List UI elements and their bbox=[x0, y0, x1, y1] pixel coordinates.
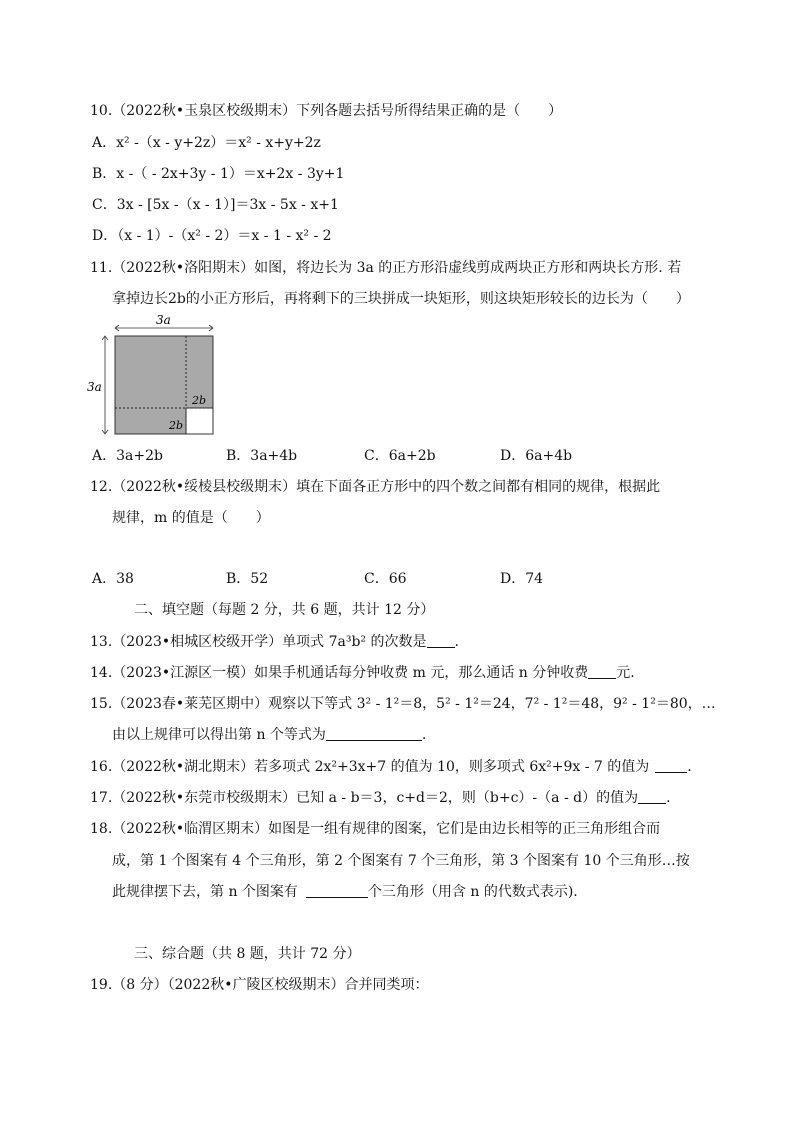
q13-end: . bbox=[454, 634, 459, 650]
q13-blank[interactable] bbox=[427, 633, 455, 648]
label-inner-top-2b: 2b bbox=[192, 394, 207, 407]
q15-text: 由以上规律可以得出第 n 个等式为 bbox=[112, 727, 326, 743]
q13-text: 13.（2023•相城区校级开学）单项式 7a³b² 的次数是 bbox=[90, 634, 427, 650]
q16-blank[interactable] bbox=[655, 758, 687, 773]
q11-option-b: B．3a+4b bbox=[226, 448, 298, 464]
q15-end: . bbox=[421, 727, 427, 743]
q12-line1: 12.（2022秋•绥棱县校级期末）填在下面各正方形中的四个数之间都有相同的规律，根据此 bbox=[90, 479, 661, 495]
q10-stem: 10.（2022秋•玉泉区校级期末）下列各题去括号所得结果正确的是（ ） bbox=[90, 103, 563, 119]
q14-blank[interactable] bbox=[588, 664, 616, 679]
q17-end: . bbox=[666, 790, 671, 806]
q11-line2: 拿掉边长2b的小正方形后，再将剩下的三块拼成一块矩形，则这块矩形较长的边长为（ ） bbox=[112, 291, 690, 307]
q12-option-b: B．52 bbox=[226, 571, 269, 587]
q17-blank[interactable] bbox=[638, 789, 666, 804]
q10-option-c: C．3x - [5x -（x - 1）]＝3x - 5x - x+1 bbox=[92, 197, 339, 213]
section-fill-in-heading: 二、填空题（每题 2 分，共 6 题，共计 12 分） bbox=[134, 602, 435, 618]
q10-option-a: A．x² -（x - y+2z）＝x² - x+y+2z bbox=[92, 135, 321, 151]
q11-option-d: D．6a+4b bbox=[500, 448, 573, 464]
q12-line2: 规律，m 的值是（ ） bbox=[112, 510, 270, 526]
q18-line3 bbox=[90, 882, 578, 902]
q18-line1: 18.（2022秋•临渭区期末）如图是一组有规律的图案，它们是由边长相等的正三角形组合而 bbox=[90, 821, 661, 837]
q13 bbox=[90, 632, 459, 652]
q17 bbox=[90, 788, 671, 808]
q16-end: . bbox=[687, 759, 692, 775]
q18-line2: 成，第 1 个图案有 4 个三角形，第 2 个图案有 7 个三角形，第 3 个图案有 10 个三角形…按 bbox=[112, 853, 690, 869]
q10-option-d: D．（x - 1）-（x² - 2）＝x - 1 - x² - 2 bbox=[92, 228, 332, 244]
label-inner-left-2b: 2b bbox=[169, 419, 184, 432]
q18-end: 个三角形（用含 n 的代数式表示). bbox=[367, 884, 578, 900]
square-cut-figure bbox=[86, 311, 226, 439]
q14 bbox=[90, 663, 635, 683]
q15-line2 bbox=[90, 725, 426, 745]
q14-end: 元. bbox=[616, 665, 635, 681]
label-top-3a: 3a bbox=[156, 313, 171, 327]
q11-option-c: C．6a+2b bbox=[364, 448, 436, 464]
q16-text: 16.（2022秋•湖北期末）若多项式 2x²+3x+7 的值为 10，则多项式 6x²+9x - 7 的值为 bbox=[90, 759, 650, 775]
q11-option-a: A．3a+2b bbox=[92, 448, 163, 464]
q16 bbox=[90, 757, 692, 777]
section-comprehensive-heading: 三、综合题（共 8 题，共计 72 分） bbox=[134, 946, 361, 962]
q19: 19.（8 分）（2022秋•广陵区校级期末）合并同类项： bbox=[90, 977, 429, 993]
q15-line1: 15.（2023春•莱芜区期中）观察以下等式 3² - 1²＝8，5² - 1²＝24，7² - 1²＝48，9² - 1²＝80，… bbox=[90, 696, 716, 712]
q17-text: 17.（2022秋•东莞市校级期末）已知 a - b＝3，c+d＝2，则（b+c）-（a - d）的值为 bbox=[90, 790, 639, 806]
q11-line1: 11.（2022秋•洛阳期末）如图，将边长为 3a 的正方形沿虚线剪成两块正方形和两块长方形. 若 bbox=[90, 260, 682, 276]
q12-option-d: D．74 bbox=[500, 571, 544, 587]
q10-option-b: B．x -（ - 2x+3y - 1）＝x+2x - 3y+1 bbox=[92, 166, 345, 182]
q18-text: 此规律摆下去，第 n 个图案有 bbox=[112, 884, 298, 900]
label-left-3a: 3a bbox=[87, 380, 102, 394]
q12-option-c: C．66 bbox=[364, 571, 407, 587]
q18-blank[interactable] bbox=[306, 883, 368, 898]
q14-text: 14.（2023•江源区一模）如果手机通话每分钟收费 m 元，那么通话 n 分钟收费 bbox=[90, 665, 589, 681]
q15-blank[interactable] bbox=[326, 726, 422, 741]
small-square bbox=[186, 408, 213, 434]
q12-option-a: A．38 bbox=[92, 571, 134, 587]
